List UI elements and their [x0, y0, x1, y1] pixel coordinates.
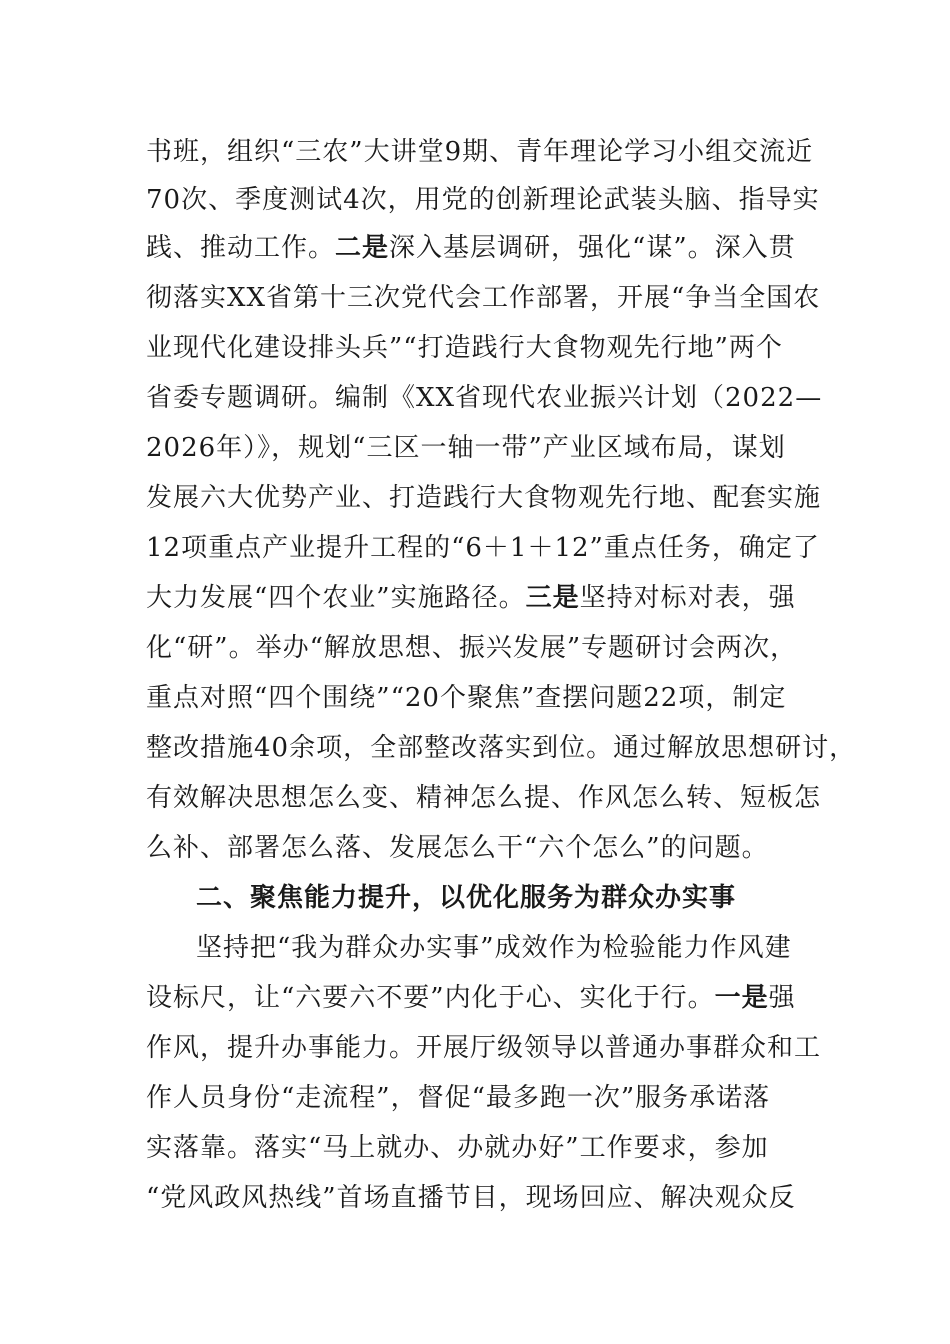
text-line: [146, 583, 796, 613]
text-line: “党风政风热线”首场直播节目，现场回应、解决观众反: [146, 1183, 796, 1213]
text-line: 实落靠。落实“马上就办、办就办好”工作要求，参加: [146, 1133, 769, 1163]
text-line: 书班，组织“三农”大讲堂9期、青年理论学习小组交流近: [146, 137, 814, 167]
text-line: 12项重点产业提升工程的“6＋1＋12”重点任务，确定了: [146, 533, 820, 563]
text-line: 2026年）》，规划“三区一轴一带”产业区域布局，谋划: [146, 433, 786, 463]
text-line: 化“研”。举办“解放思想、振兴发展”专题研讨会两次，: [146, 633, 798, 663]
bold-ordinal: 一是: [714, 983, 769, 1013]
text-line: 作人员身份“走流程”，督促“最多跑一次”服务承诺落: [146, 1083, 771, 1113]
text-line: 省委专题调研。编制《XX省现代农业振兴计划（2022—: [146, 383, 823, 413]
text-line: 重点对照“四个围绕”“20个聚焦”查摆问题22项，制定: [146, 683, 787, 713]
text-line: 发展六大优势产业、打造践行大食物观先行地、配套实施: [146, 483, 822, 513]
text-line: 70次、季度测试4次，用党的创新理论武装头脑、指导实: [146, 185, 820, 215]
text-line: 坚持把“我为群众办实事”成效作为检验能力作风建: [196, 933, 792, 963]
text-line: [146, 233, 796, 263]
text-segment: 深入基层调研，强化“谋”。深入贯: [389, 233, 796, 263]
text-line: 有效解决思想怎么变、精神怎么提、作风怎么转、短板怎: [146, 783, 822, 813]
text-segment: 强: [768, 983, 796, 1013]
text-segment: 大力发展“四个农业”实施路径。: [146, 583, 526, 613]
text-line: 彻落实XX省第十三次党代会工作部署，开展“争当全国农: [146, 283, 821, 313]
bold-ordinal: 二是: [335, 233, 390, 263]
text-line: 业现代化建设排头兵”“打造践行大食物观先行地”两个: [146, 333, 783, 363]
text-segment: 践、推动工作。: [146, 233, 336, 263]
text-line: 么补、部署怎么落、发展怎么干“六个怎么”的问题。: [146, 833, 769, 863]
text-segment: 坚持对标对表，强: [579, 583, 796, 613]
text-line: 整改措施40余项，全部整改落实到位。通过解放思想研讨，: [146, 733, 857, 763]
bold-ordinal: 三是: [525, 583, 580, 613]
section-heading: 二、聚焦能力提升，以优化服务为群众办实事: [196, 883, 737, 913]
text-segment: 设标尺，让“六要六不要”内化于心、实化于行。: [146, 983, 715, 1013]
text-line: 作风，提升办事能力。开展厅级领导以普通办事群众和工: [146, 1033, 822, 1063]
text-line: [146, 983, 796, 1013]
